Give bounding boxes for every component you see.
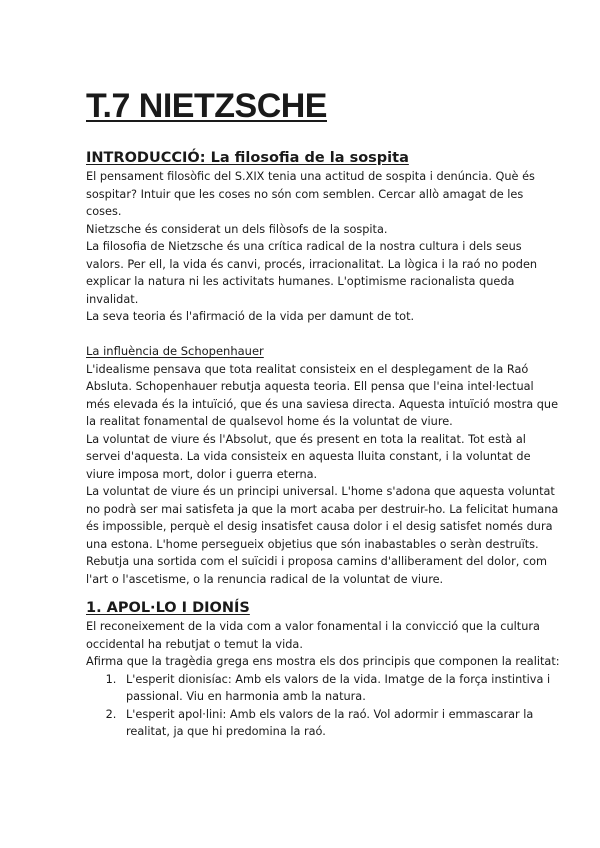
schopenhauer-heading: La influència de Schopenhauer bbox=[86, 344, 264, 358]
apollo-heading: 1. APOL·LO I DIONÍS bbox=[86, 600, 250, 616]
schopenhauer-paragraph: La voluntat de viure és l'Absolut, que és present en tota la realitat. Tot està al servei d'aquesta. La vida consisteix en aquesta lluita constant, i la voluntat de viure imposa mort, dolor i guerra eterna. bbox=[86, 432, 531, 481]
intro-paragraph: La seva teoria és l'afirmació de la vida per damunt de tot. bbox=[86, 310, 415, 323]
intro-heading: INTRODUCCIÓ: La filosofia de la sospita bbox=[86, 150, 409, 166]
schopenhauer-paragraph: L'idealisme pensava que tota realitat consisteix en el desplegament de la Raó Absluta. Schopenhauer rebutja aquesta teoria. Ell pensa que l'eina intel·lectual més elevada és la intuïció, que és una saviesa directa. Aquesta intuïció mostra que la realitat fonamental de qualsevol home és la voluntat de viure. bbox=[86, 362, 559, 428]
spacer bbox=[86, 326, 561, 344]
intro-paragraph: La filosofia de Nietzsche és una crítica radical de la nostra cultura i dels seus valors. Per ell, la vida és canvi, procés, irracionalitat. La lògica i la raó no poden explicar la natura ni les activitats humanes. L'optimisme racionalista queda invalidat. bbox=[86, 240, 538, 306]
intro-paragraph: Nietzsche és considerat un dels filòsofs de la sospita. bbox=[86, 222, 388, 236]
intro-paragraph: El pensament filosòfic del S.XIX tenia una actitud de sospita i denúncia. Què és sospitar? Intuir que les coses no són com semblen. Cercar allò amagat de les coses. bbox=[86, 170, 535, 218]
list-item: 2. L'esperit apol·lini: Amb els valors de la raó. Vol adormir i emmascarar la realitat, ja que hi predomina la raó. bbox=[120, 706, 561, 741]
apollo-section bbox=[86, 598, 561, 741]
page-title: T.7 NIETZSCHE bbox=[86, 87, 327, 125]
intro-section bbox=[86, 148, 561, 588]
principles-list bbox=[86, 671, 561, 741]
list-item: 1. L'esperit dionisíac: Amb els valors de la vida. Imatge de la força instintiva i passional. Viu en harmonia amb la natura. bbox=[120, 671, 561, 706]
apollo-paragraph: Afirma que la tragèdia grega ens mostra els dos principis que componen la realitat: bbox=[86, 655, 560, 668]
schopenhauer-paragraph: Rebutja una sortida com el suïcidi i proposa camins d'alliberament del dolor, com l'art o l'ascetisme, o la renuncia radical de la voluntat de viure. bbox=[86, 555, 548, 586]
apollo-paragraph: El reconeixement de la vida com a valor fonamental i la convicció que la cultura occidental ha rebutjat o temut la vida. bbox=[86, 620, 540, 651]
schopenhauer-paragraph: La voluntat de viure és un principi universal. L'home s'adona que aquesta voluntat no podrà ser mai satisfeta ja que la mort acaba per destruir-ho. La felicitat humana és impossible, perquè el desig insatisfet causa dolor i el desig satisfet només dura una estona. L'home persegueix objetius que són inabastables o seràn destruïts. bbox=[86, 485, 559, 551]
